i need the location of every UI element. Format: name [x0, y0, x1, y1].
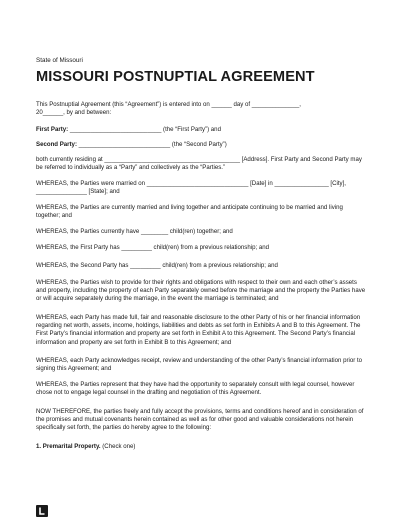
residing-paragraph: both currently residing at ________________________________________ [Address]. First Party and Second Party may be referred to individually as a “Party” and collectively as the “Parties.” — [36, 156, 362, 172]
second-party-label: Second Party: — [36, 141, 77, 148]
acknowledges-paragraph: WHEREAS, each Party acknowledges receipt, review and understanding of the other Party’s financial information prior to signing this Agreement; and — [36, 357, 363, 373]
children-first-paragraph: WHEREAS, the First Party has _________ child(ren) from a previous relationship; and — [36, 244, 270, 251]
children-together-paragraph: WHEREAS, the Parties currently have ________ child(ren) together; and — [36, 228, 233, 235]
disclosure-paragraph: WHEREAS, each Party has made full, fair and reasonable disclosure to the other Party of his or her financial information regarding net worth, assets, income, holdings, liabilities and debts as set forth in Exhibits A and B to this Agreement. The First Party’s financial information and property are set forth in Exhibit A to this Agreement. The Second Party’s financial information and property are set forth in Exhibit B to this Agreement; and — [36, 314, 361, 346]
section-1-heading — [36, 443, 366, 451]
section-1-instruction: (Check one) — [100, 443, 136, 450]
now-therefore-paragraph: NOW THEREFORE, the parties freely and fully accept the provisions, terms and conditions hereof and in consideration of the promises and mutual covenants herein contained as well as for other good and valuable considerations not herein specifically set forth, the parties do hereby agree to the following: — [36, 408, 364, 432]
first-party-blank: ___________________________ (the “First Party”) and — [68, 126, 221, 133]
intro-line-2: 20______, by and between: — [36, 109, 112, 117]
document-title: MISSOURI POSTNUPTIAL AGREEMENT — [36, 69, 315, 85]
provide-paragraph: WHEREAS, the Parties wish to provide for their rights and obligations with respect to their own and each other’s assets and property, including the property of each Party separately owned before the marriage and the property the Parties have or will acquire separately during the marriage, in the event the marriage is terminated; and — [36, 279, 366, 303]
document-logo-icon — [36, 505, 48, 517]
section-1-label: 1. Premarital Property. — [36, 443, 101, 450]
second-party-blank: ___________________________ (the “Second Party”) — [76, 141, 227, 148]
living-paragraph: WHEREAS, the Parties are currently married and living together and anticipate continuing to be married and living together; and — [36, 204, 343, 220]
intro-line-1: This Postnuptial Agreement (this “Agreement”) is entered into on ______ day of ______________, — [36, 101, 301, 108]
intro-paragraph — [36, 101, 366, 117]
second-party-line — [36, 141, 366, 149]
first-party-line — [36, 126, 366, 134]
children-second-paragraph: WHEREAS, the Second Party has _________ child(ren) from a previous relationship; and — [36, 262, 278, 269]
first-party-label: First Party: — [36, 126, 69, 133]
married-paragraph: WHEREAS, the Parties were married on ______________________________ [Date] in ________________ [City], _______________ [State]; and — [36, 180, 346, 196]
counsel-paragraph: WHEREAS, the Parties represent that they have had the opportunity to separately consult with legal counsel, however chose not to engage legal counsel in the drafting and negotiation of this Agreement. — [36, 381, 355, 397]
state-label: State of Missouri — [36, 57, 83, 64]
